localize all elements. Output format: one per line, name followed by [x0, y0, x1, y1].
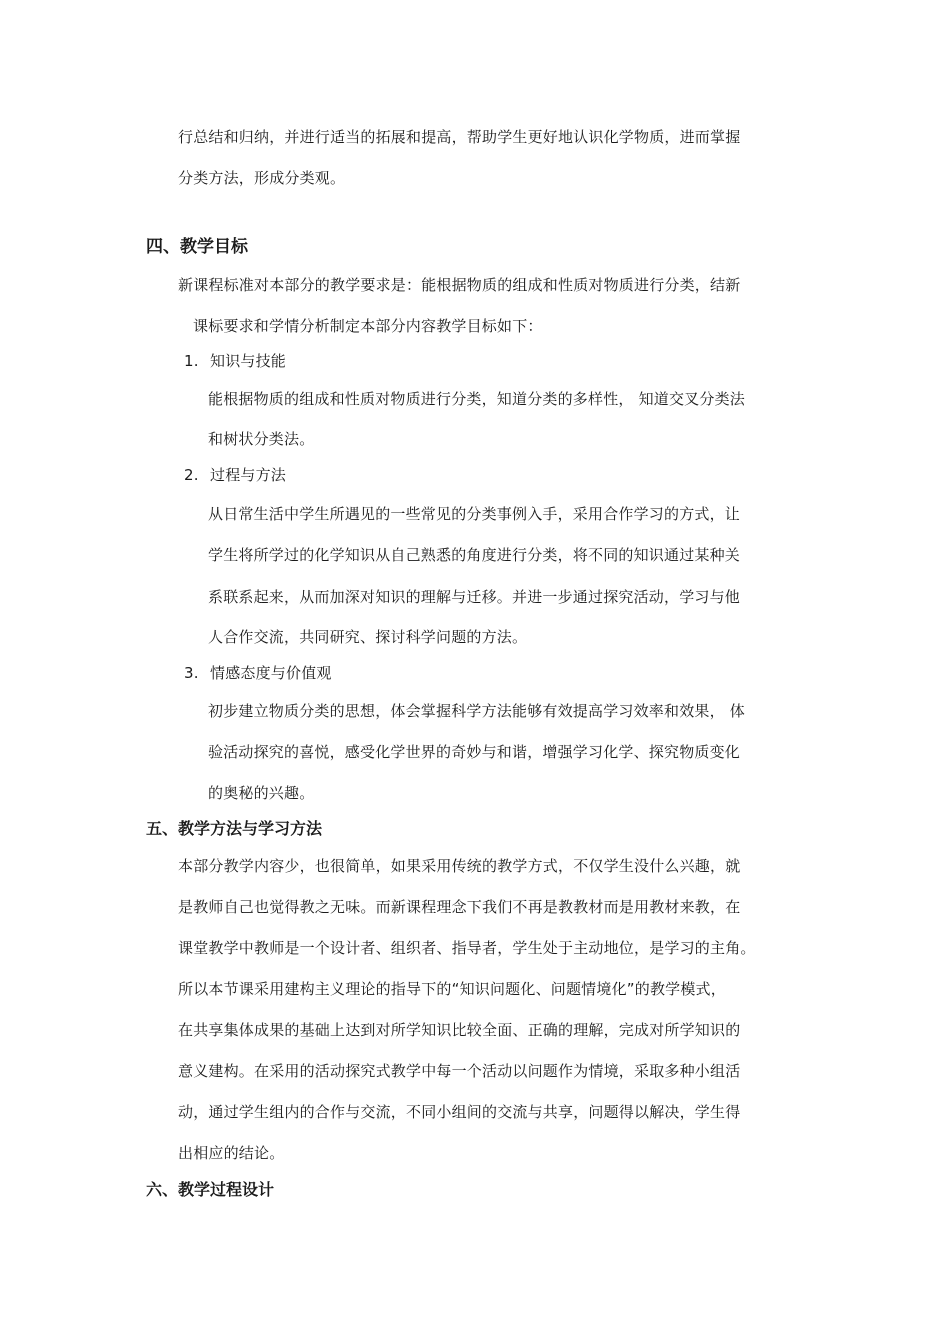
list-item-title [184, 464, 286, 486]
paragraph-line: 的奥秘的兴趣。 [208, 784, 315, 802]
list-item-title [184, 662, 332, 684]
list-item-number: 3. [184, 664, 199, 682]
paragraph-line: 人合作交流，共同研究、探讨科学问题的方法。 [208, 628, 528, 646]
section-heading-5: 五、教学方法与学习方法 [146, 819, 323, 838]
paragraph-line: 出相应的结论。 [178, 1144, 285, 1162]
list-item-number: 2. [184, 466, 199, 484]
paragraph-line: 系联系起来，从而加深对知识的理解与迁移。并进一步通过探究活动，学习与他 [208, 588, 741, 606]
list-item-label: 过程与方法 [210, 466, 287, 484]
paragraph-line: 行总结和归纳，并进行适当的拓展和提高，帮助学生更好地认识化学物质，进而掌握 [178, 128, 741, 146]
paragraph-line: 初步建立物质分类的思想，体会掌握科学方法能够有效提高学习效率和效果， 体 [208, 702, 745, 720]
paragraph-line: 意义建构。在采用的活动探究式教学中每一个活动以问题作为情境，采取多种小组活 [178, 1062, 741, 1080]
paragraph-line: 本部分教学内容少，也很简单，如果采用传统的教学方式，不仅学生没什么兴趣，就 [178, 857, 741, 875]
paragraph-line: 课堂教学中教师是一个设计者、组织者、指导者，学生处于主动地位，是学习的主角。 [178, 939, 756, 957]
section-heading-6: 六、教学过程设计 [146, 1180, 275, 1199]
paragraph-line: 学生将所学过的化学知识从自己熟悉的角度进行分类，将不同的知识通过某种关 [208, 546, 741, 564]
paragraph-line: 验活动探究的喜悦，感受化学世界的奇妙与和谐，增强学习化学、探究物质变化 [208, 743, 741, 761]
paragraph-line: 所以本节课采用建构主义理论的指导下的“知识问题化、问题情境化”的教学模式， [178, 980, 726, 998]
list-item-title [184, 350, 286, 372]
paragraph-line: 从日常生活中学生所遇见的一些常见的分类事例入手，采用合作学习的方式，让 [208, 505, 741, 523]
paragraph-line: 课标要求和学情分析制定本部分内容教学目标如下： [193, 317, 543, 335]
paragraph-line: 在共享集体成果的基础上达到对所学知识比较全面、正确的理解，完成对所学知识的 [178, 1021, 741, 1039]
paragraph-line: 是教师自己也觉得教之无味。而新课程理念下我们不再是教教材而是用教材来教，在 [178, 898, 741, 916]
list-item-number: 1. [184, 352, 199, 370]
paragraph-line: 和树状分类法。 [208, 430, 315, 448]
list-item-label: 知识与技能 [210, 352, 287, 370]
paragraph-line: 能根据物质的组成和性质对物质进行分类，知道分类的多样性， 知道交叉分类法 [208, 390, 745, 408]
paragraph-line: 动，通过学生组内的合作与交流，不同小组间的交流与共享，问题得以解决，学生得 [178, 1103, 741, 1121]
section-heading-4: 四、教学目标 [146, 237, 248, 257]
list-item-label: 情感态度与价值观 [210, 664, 332, 682]
paragraph-line: 新课程标准对本部分的教学要求是：能根据物质的组成和性质对物质进行分类，结新 [178, 276, 741, 294]
paragraph-line: 分类方法，形成分类观。 [178, 169, 346, 187]
